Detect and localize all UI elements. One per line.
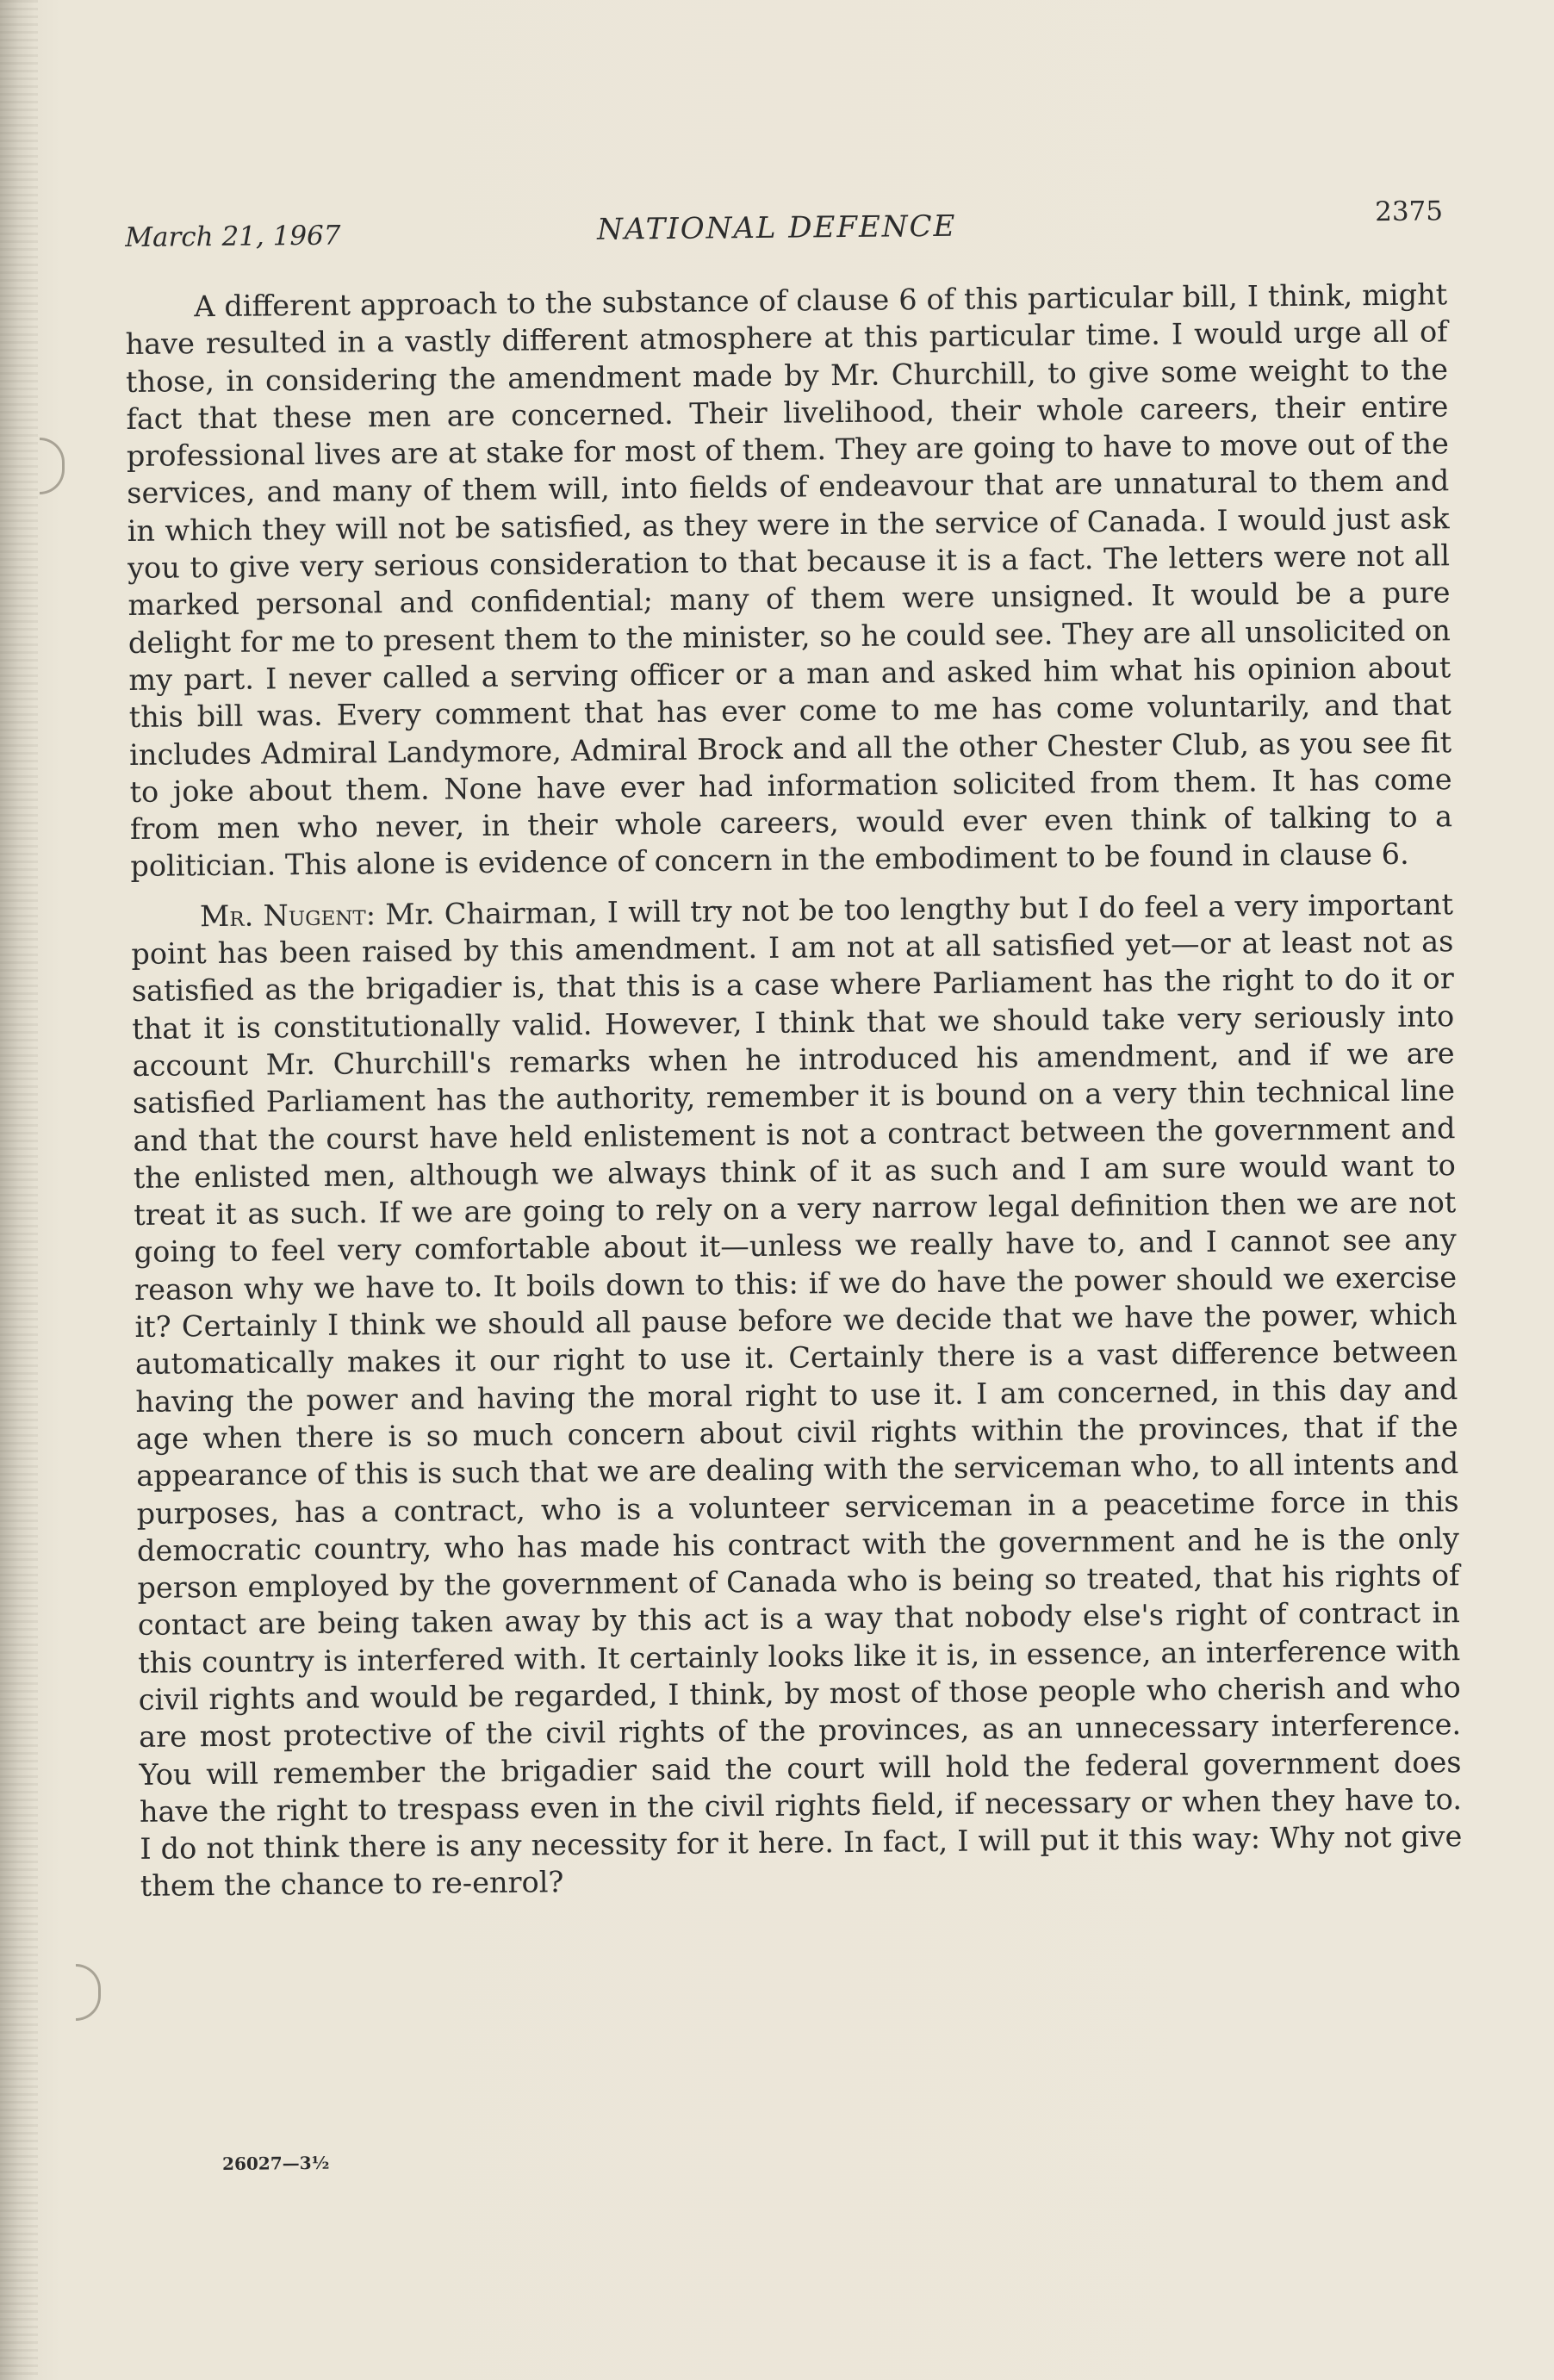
paragraph-text: Mr. Chairman, I will try not be too lengthy but I do feel a very important point has been raised by this amendment. I am not at all satisfied yet—or at least not as satisfied as the brigadier is, that this is a case where Parliament has the right to do it or that it is constitutionally valid. However, I think that we should take very seriously into account Mr. Churchill's remarks when he introduced his amendment, and if we are satisfied Parliament has the authority, remember it is bound on a very thin technical line and that the courst have held enlistement is not a contract between the government and the enlisted men, although we always think of it as such and I am sure would want to treat it as such. If we are going to rely on a very narrow legal definition then we are not going to feel very comfortable about it—unless we really have to, and I cannot see any reason why we have to. It boils down to this: if we do have the power should we exercise it? Certainly I think we should all pause before we decide that we have the power, which automatically makes it our right to use it. Certainly there is a vast difference between having the power and having the moral right to use it. I am concerned, in this day and age when there is so much concern about civil rights within the provinces, that if the appearance of this is such that we are dealing with the serviceman who, to all intents and purposes, has a contract, who is a volunteer serviceman in a peacetime force in this democratic country, who has made his contract with the government and he is the only person employed by the government of Canada who is being so treated, that his rights of contact are being taken away by this act is a way that nobody else's right of contract in this country is interfered with. It certainly looks like it is, in essence, an interference with civil rights and would be regarded, I think, by most of those people who cherish and who are most protective of the civil rights of the provinces, as an unnecessary interference. You will remember the brigadier said the court will hold the federal government does have the right to trespass even in the civil rights field, if necessary or when they have to. I do not think there is any necessity for it here. In fact, I will put it this way: Why not give them the chance to re-enrol?	[131, 886, 1463, 1904]
speaker-name: Mr. Nugent:	[199, 897, 376, 933]
header-date: March 21, 1967	[125, 220, 341, 253]
print-code: 26027—3½	[222, 2152, 330, 2174]
punch-hole-mark	[40, 438, 65, 494]
paragraph	[125, 276, 1453, 885]
body-text	[125, 276, 1463, 1905]
paragraph-text: A different approach to the substance of clause 6 of this particular bill, I think, might have resulted in a vastly different atmosphere at this particular time. I would urge all of those, in considering the amendment made by Mr. Churchill, to give some weight to the fact that these men are concerned. Their livelihood, their whole careers, their entire professional lives are at stake for most of them. They are going to have to move out of the services, and many of them will, into fields of endeavour that are unnatural to them and in which they will not be satisfied, as they were in the service of Canada. I would just ask you to give very serious consideration to that because it is a fact. The letters were not all marked personal and confidential; many of them were unsigned. It would be a pure delight for me to present them to the minister, so he could see. They are all unsolicited on my part. I never called a serving officer or a man and asked him what his opinion about this bill was. Every comment that has ever come to me has come voluntarily, and that includes Admiral Landymore, Admiral Brock and all the other Chester Club, as you see fit to joke about them. None have ever had information solicited from them. It has come from men who never, in their whole careers, would ever even think of talking to a politician. This alone is evidence of concern in the embodiment to be found in clause 6.	[125, 277, 1453, 884]
paragraph	[131, 886, 1463, 1905]
punch-hole-mark	[76, 1964, 101, 2021]
binding-edge	[0, 0, 38, 2380]
page-number: 2375	[1374, 196, 1444, 228]
running-head	[125, 196, 1444, 257]
header-title: NATIONAL DEFENCE	[597, 208, 957, 247]
